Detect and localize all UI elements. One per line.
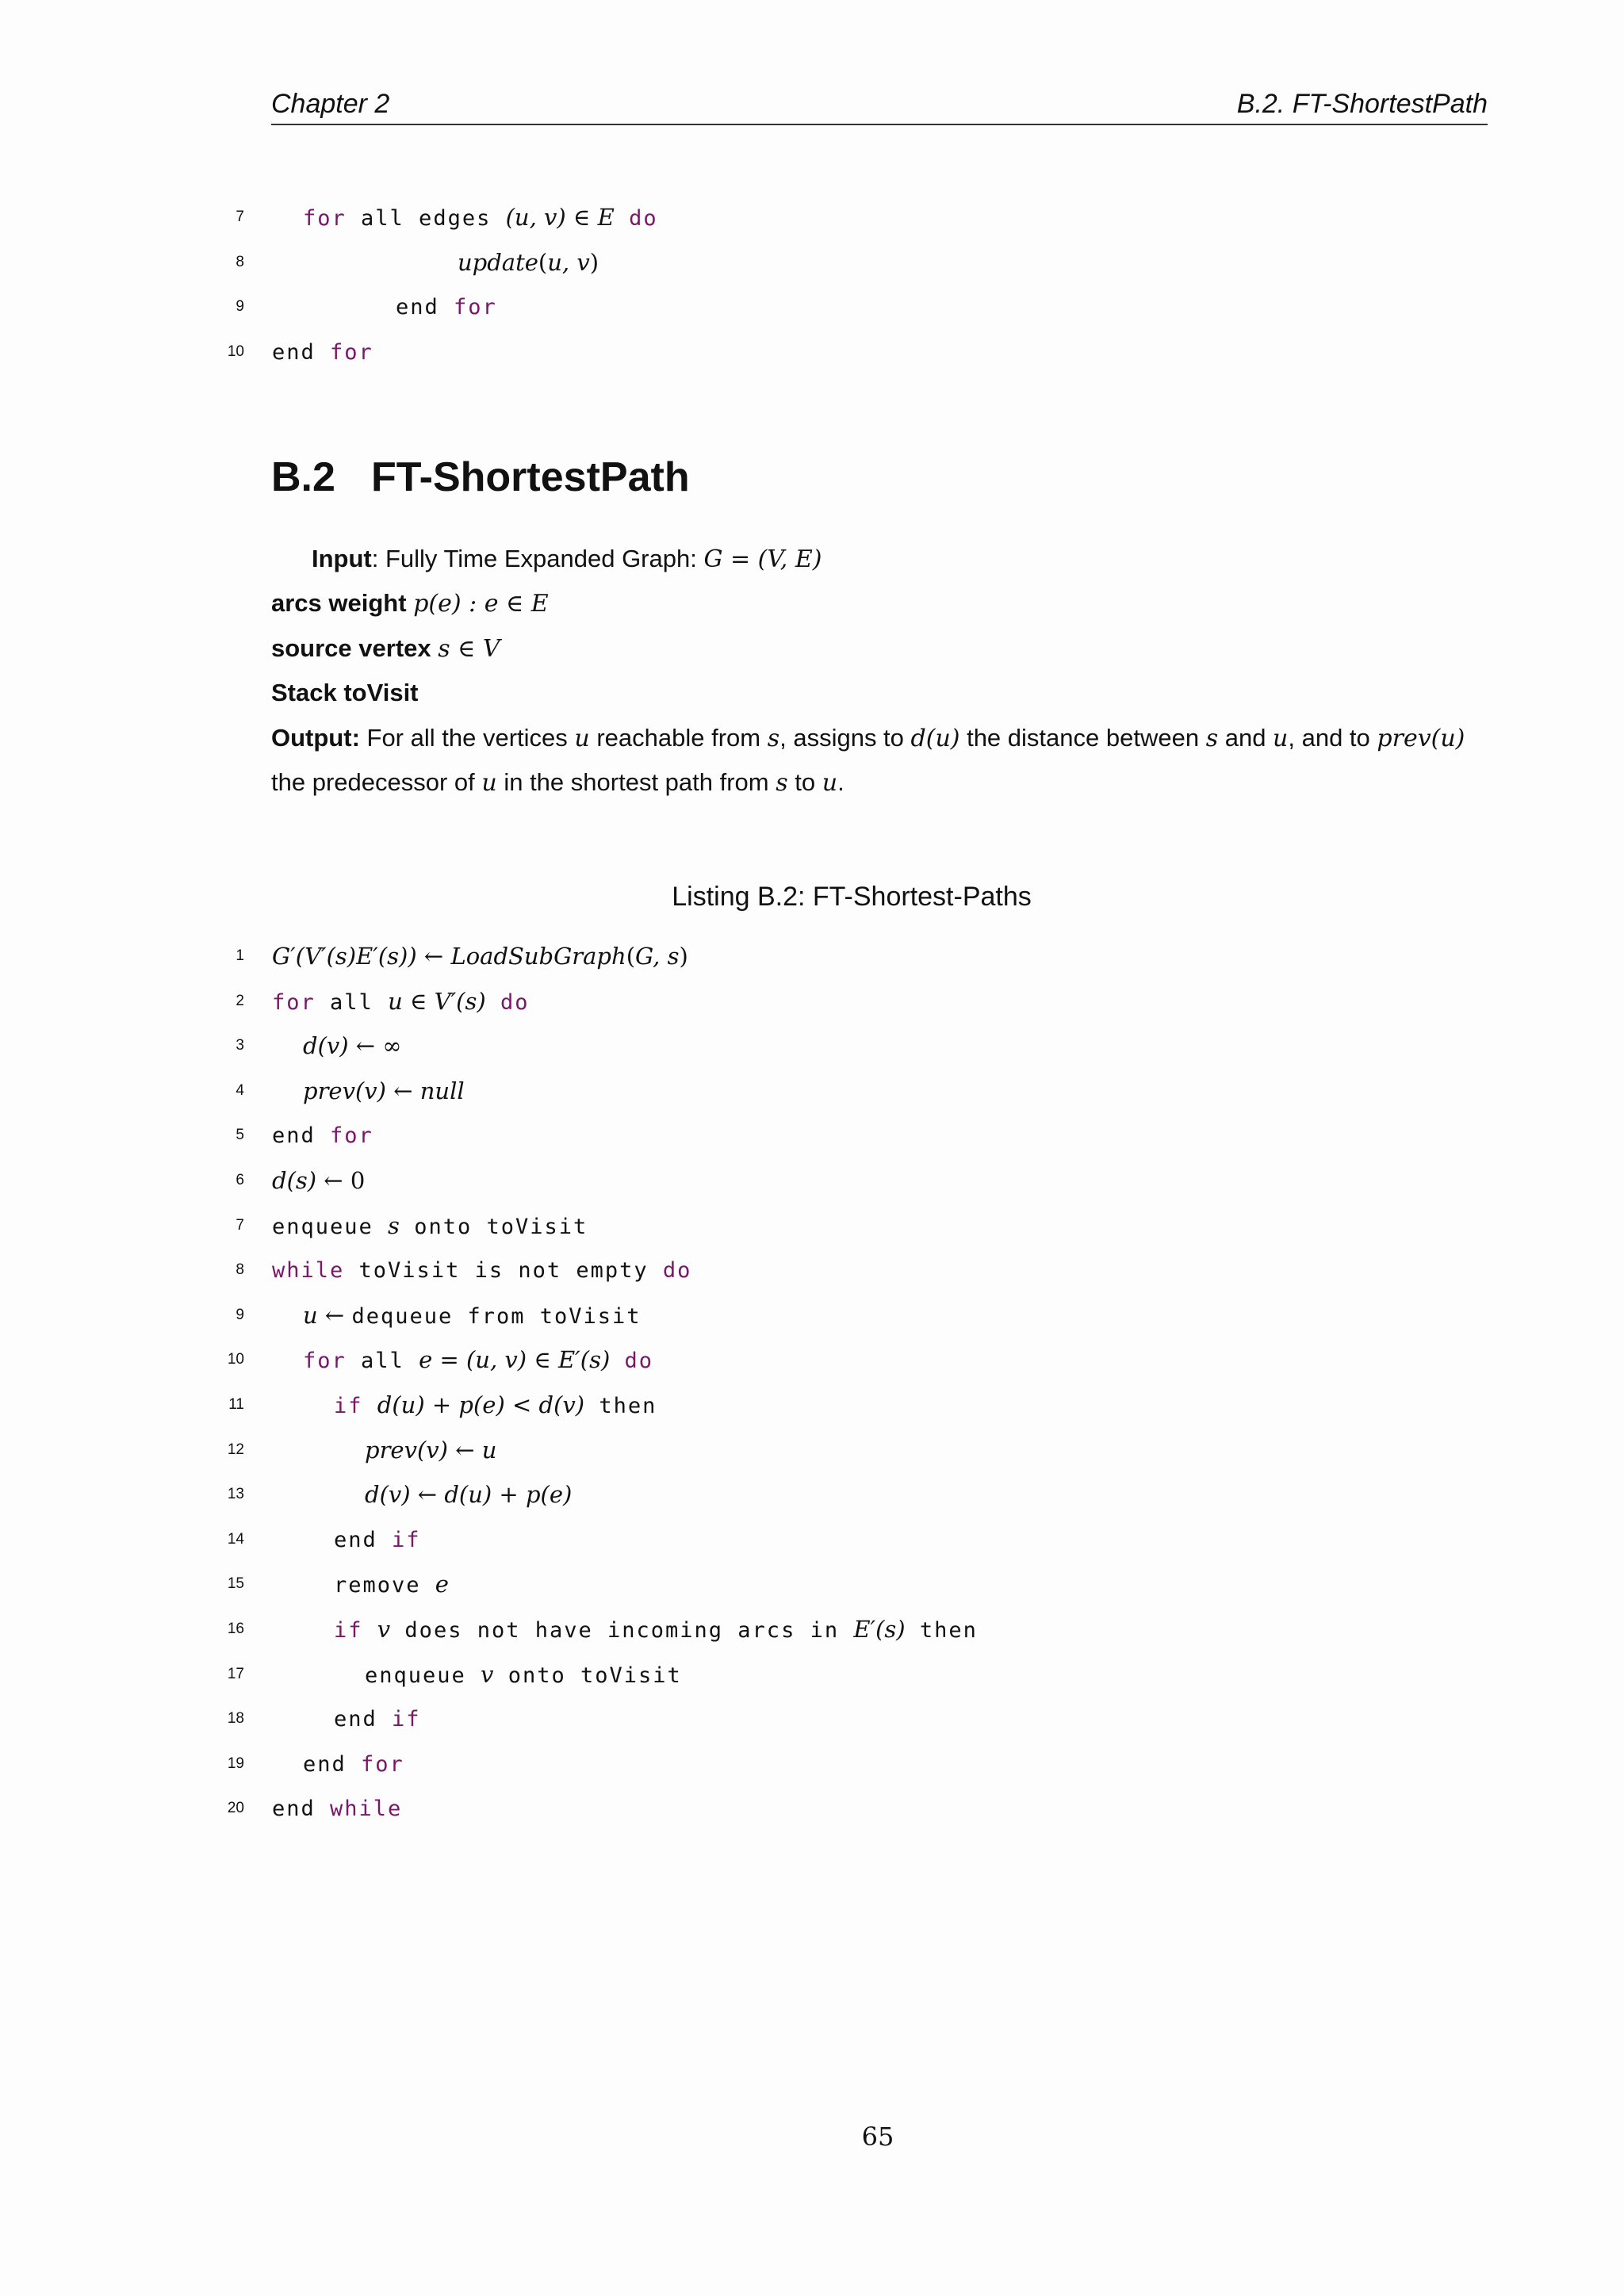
line-number: 4 (236, 1081, 244, 1099)
line-number: 12 (227, 1441, 244, 1458)
spec-input: Input: Fully Time Expanded Graph: G = (V, E) (312, 545, 822, 573)
code-text: d(v) ← d(u) + p(e) (365, 1481, 573, 1509)
code-text: prev(v) ← u (365, 1436, 497, 1464)
spec-output: Output: For all the vertices u reachable from s, assigns to d(u) the distance between s and u, and to prev(u) (271, 724, 1465, 752)
line-number: 9 (236, 298, 244, 315)
code-text: prev(v) ← null (303, 1077, 465, 1104)
section-title: FT-ShortestPath (371, 454, 690, 500)
spec-stack: Stack toVisit (271, 679, 419, 706)
output-label: Output: (271, 724, 360, 752)
line-number: 7 (236, 209, 244, 225)
line-number: 7 (236, 1216, 244, 1234)
header-section: B.2. FT-ShortestPath (1236, 89, 1488, 119)
code-text: if d(u) + p(e) < d(v) then (334, 1391, 657, 1418)
line-number: 18 (227, 1710, 244, 1728)
line-number: 9 (236, 1306, 244, 1323)
code-text: for all u ∈ V′(s) do (272, 987, 530, 1015)
line-number: 14 (227, 1530, 244, 1548)
line-number: 20 (227, 1800, 244, 1817)
line-number: 5 (236, 1127, 244, 1144)
spec-output-continued: the predecessor of u in the shortest path from s to u. (271, 768, 845, 797)
line-number: 15 (227, 1575, 244, 1593)
line-number: 16 (227, 1621, 244, 1637)
section-heading (271, 453, 690, 501)
code-text: end for (303, 1751, 404, 1777)
code-text: for all edges (u, v) ∈ E do (303, 204, 658, 231)
code-text: d(s) ← 0 (272, 1167, 366, 1194)
line-number: 3 (236, 1037, 244, 1054)
section-number: B.2 (271, 454, 335, 500)
spec-arcs-weight: arcs weight p(e) : e ∈ E (271, 589, 549, 618)
listing-caption: Listing B.2: FT-Shortest-Paths (672, 882, 1032, 912)
code-text: for all e = (u, v) ∈ E′(s) do (303, 1346, 654, 1374)
line-number: 10 (227, 342, 244, 360)
line-number: 17 (227, 1665, 244, 1682)
code-text: remove e (334, 1571, 449, 1598)
code-text: end for (272, 339, 373, 365)
code-text: enqueue s onto toVisit (272, 1211, 588, 1239)
page-number: 65 (861, 2122, 894, 2152)
code-text: end if (334, 1527, 421, 1552)
code-text: update(u, v) (458, 248, 599, 276)
code-text: G′(V′(s)E′(s)) ← LoadSubGraph(G, s) (272, 943, 688, 970)
header-chapter: Chapter 2 (271, 89, 390, 119)
line-number: 8 (236, 253, 244, 270)
code-text: end if (334, 1707, 421, 1732)
line-number: 6 (236, 1172, 244, 1188)
code-text: end for (396, 295, 497, 320)
line-number: 2 (236, 992, 244, 1009)
code-text: while toVisit is not empty do (272, 1258, 692, 1284)
code-text: d(v) ← ∞ (303, 1032, 402, 1060)
line-number: 19 (227, 1755, 244, 1772)
code-text: if v does not have incoming arcs in E′(s) then (334, 1616, 978, 1643)
code-text: end for (272, 1123, 373, 1149)
line-number: 1 (236, 947, 244, 964)
code-text: enqueue v onto toVisit (365, 1660, 682, 1688)
running-header (271, 89, 1488, 125)
spec-source-vertex: source vertex s ∈ V (271, 634, 500, 663)
line-number: 10 (227, 1351, 244, 1368)
line-number: 11 (228, 1396, 244, 1413)
line-number: 13 (227, 1486, 244, 1503)
code-text: u ← dequeue from toVisit (303, 1301, 642, 1329)
code-text: end while (272, 1797, 403, 1822)
input-label: Input (312, 545, 372, 572)
line-number: 8 (236, 1261, 244, 1279)
